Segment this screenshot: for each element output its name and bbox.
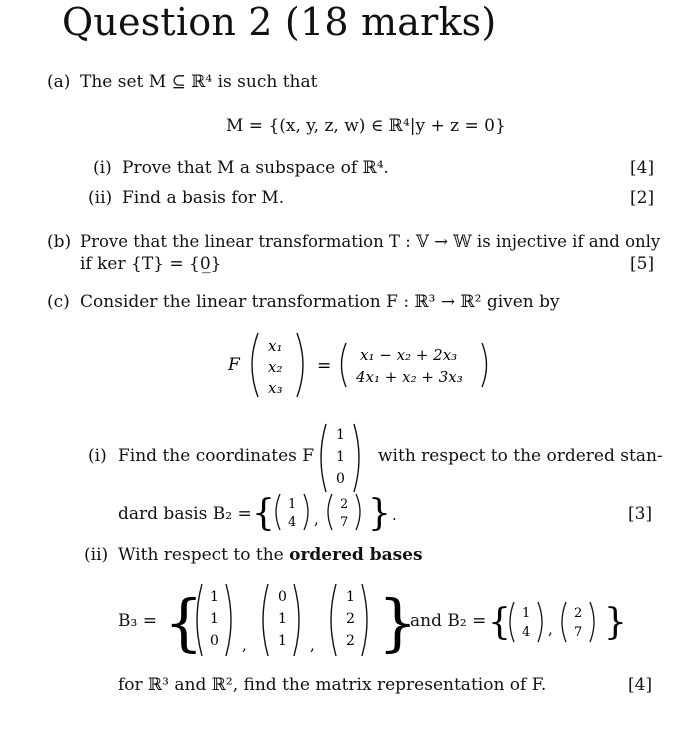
function-definition <box>220 325 500 405</box>
svg-text:2: 2 <box>340 497 349 512</box>
part-b-marks: [5] <box>630 254 655 274</box>
input-x2: x₂ <box>268 358 283 376</box>
svg-text:1: 1 <box>522 606 531 621</box>
svg-text:1: 1 <box>346 589 355 605</box>
right-paren <box>297 333 303 397</box>
part-c-i-text-pre: Find the coordinates F <box>118 446 315 466</box>
svg-text:4: 4 <box>522 625 531 640</box>
svg-text:{: { <box>252 493 275 534</box>
left-paren-out <box>342 343 347 387</box>
svg-text:2: 2 <box>346 611 355 627</box>
svg-text:1: 1 <box>288 497 297 512</box>
part-a-intro: The set M ⊆ ℝ⁴ is such that <box>80 72 318 92</box>
right-paren-out <box>482 343 487 387</box>
part-c-i-text-post: with respect to the ordered stan- <box>378 446 663 466</box>
basis-b2 <box>488 596 648 648</box>
svg-text:1: 1 <box>210 611 219 627</box>
svg-text:}: } <box>604 602 627 643</box>
input-x3: x₃ <box>268 379 283 397</box>
svg-text:1: 1 <box>278 633 287 649</box>
svg-text:7: 7 <box>574 625 583 640</box>
part-a-i-text: Prove that M a subspace of ℝ⁴. <box>122 158 389 178</box>
part-c-ii-final: for ℝ³ and ℝ², find the matrix representation of F. <box>118 675 547 695</box>
svg-text:2: 2 <box>346 633 355 649</box>
svg-text:1: 1 <box>210 589 219 605</box>
part-c-label: (c) <box>47 292 70 312</box>
part-a-i-marks: [4] <box>630 158 655 178</box>
part-b-line2: if ker {T} = {0̲} <box>80 254 222 274</box>
question-title: Question 2 (18 marks) <box>62 0 497 44</box>
svg-text:}: } <box>378 586 418 659</box>
output-row-2: 4x₁ + x₂ + 3x₃ <box>356 368 463 386</box>
svg-text:}: } <box>368 493 391 534</box>
coord-vector <box>314 420 370 496</box>
part-c-i-line2: dard basis B₂ = <box>118 504 252 524</box>
part-a-label: (a) <box>47 72 71 92</box>
and-b2-label: and B₂ = <box>410 611 487 631</box>
equals-sign: = <box>317 356 332 376</box>
svg-text:1: 1 <box>278 611 287 627</box>
part-b-line1: Prove that the linear transformation T : 𝕍 → 𝕎 is injective if and only <box>80 232 661 251</box>
svg-text:,: , <box>314 510 319 528</box>
part-c-ii-marks: [4] <box>628 675 653 695</box>
part-a-i-label: (i) <box>93 158 112 178</box>
part-c-i-marks: [3] <box>628 504 653 524</box>
svg-text:0: 0 <box>278 589 287 605</box>
part-c-i-label: (i) <box>88 446 107 466</box>
svg-text:,: , <box>310 636 315 654</box>
svg-text:,: , <box>548 620 553 638</box>
part-c-ii-text: With respect to the ordered bases <box>118 545 423 565</box>
input-x1: x₁ <box>268 337 283 355</box>
part-c-intro: Consider the linear transformation F : ℝ³ → ℝ² given by <box>80 292 560 312</box>
part-a-ii-marks: [2] <box>630 188 655 208</box>
svg-text:{: { <box>488 602 511 643</box>
part-c-ii-label: (ii) <box>84 545 109 565</box>
svg-text:1: 1 <box>336 427 345 443</box>
svg-text:4: 4 <box>288 515 297 530</box>
part-a-ii-label: (ii) <box>88 188 113 208</box>
svg-text:0: 0 <box>336 471 345 487</box>
svg-text:,: , <box>242 636 247 654</box>
left-paren <box>252 333 258 397</box>
basis-b2-inline <box>252 488 422 538</box>
svg-text:7: 7 <box>340 515 349 530</box>
part-a-ii-text: Find a basis for M. <box>122 188 285 208</box>
svg-text:{: { <box>164 586 204 659</box>
b3-label: B₃ = <box>118 611 157 631</box>
output-row-1: x₁ − x₂ + 2x₃ <box>360 346 458 364</box>
svg-text:0: 0 <box>210 633 219 649</box>
function-name: F <box>228 355 240 375</box>
part-b-label: (b) <box>47 232 72 252</box>
svg-text:1: 1 <box>336 449 345 465</box>
svg-text:.: . <box>392 506 397 524</box>
set-definition: M = {(x, y, z, w) ∈ ℝ⁴|y + z = 0} <box>226 116 506 136</box>
svg-text:2: 2 <box>574 606 583 621</box>
basis-b3 <box>164 578 418 662</box>
